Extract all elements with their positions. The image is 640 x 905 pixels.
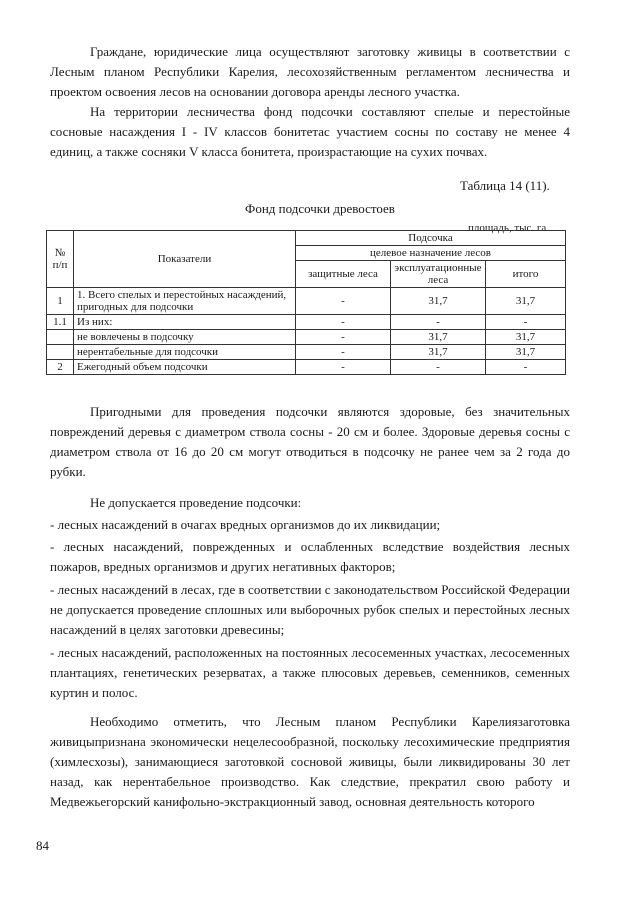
row-total: 31,7 (486, 288, 566, 315)
header-num: № п/п (47, 231, 74, 288)
row-label: не вовлечены в подсочку (74, 330, 296, 345)
row-label: Из них: (74, 315, 296, 330)
row-total: 31,7 (486, 330, 566, 345)
paragraph-conclusion: Необходимо отметить, что Лесным планом Республики Карелиязаготовка живицыпризнана экономически нецелесообразной, поскольку лесохимические предприятия (химлесхозы), занимающиеся заготовкой сосновой живицы, были ликвидированы 30 лет назад, как нерентабельное производство. Как следствие, прекратил свою работу и Медвежьегорский канифольно-экстракционный завод, основная деятельность которого (50, 714, 570, 809)
table-units: площадь, тыс. га (468, 222, 547, 234)
paragraph-fund: На территории лесничества фонд подсочки составляют спелые и перестойные сосновые насаждения I - IV классов бонитетас участием сосны по составу не менее 4 единиц, а также сосняки V класса бонитета, произрастающие на сухих почвах. (50, 104, 570, 159)
row-total: - (486, 360, 566, 375)
bullet-damaged: - лесных насаждений, поврежденных и ослабленных вследствие воздействия лесных пожаров, вредных организмов и других негативных факторов; (50, 539, 570, 574)
table-row (47, 345, 566, 360)
row-protective: - (296, 360, 391, 375)
table-ref: Таблица 14 (11). (460, 178, 550, 193)
header-podsochka: Подсочка (296, 231, 566, 246)
bullet-pests: - лесных насаждений в очагах вредных организмов до их ликвидации; (50, 517, 441, 532)
row-num (47, 345, 74, 360)
header-purpose: целевое назначение лесов (296, 246, 566, 261)
row-exploitation: - (391, 360, 486, 375)
podsochka-table (46, 230, 566, 375)
row-num: 1 (47, 288, 74, 315)
row-protective: - (296, 288, 391, 315)
row-protective: - (296, 315, 391, 330)
header-protective: защитные леса (296, 261, 391, 288)
row-num: 1.1 (47, 315, 74, 330)
row-num (47, 330, 74, 345)
table-title: Фонд подсочки древостоев (245, 201, 395, 216)
row-exploitation: 31,7 (391, 288, 486, 315)
row-total: 31,7 (486, 345, 566, 360)
row-label: Ежегодный объем подсочки (74, 360, 296, 375)
row-exploitation: - (391, 315, 486, 330)
header-exploitation: эксплуатационные леса (391, 261, 486, 288)
paragraph-prohibited: Не допускается проведение подсочки: (90, 495, 302, 510)
page-number: 84 (36, 838, 49, 853)
table-row (47, 315, 566, 330)
row-num: 2 (47, 360, 74, 375)
bullet-protected-forests: - лесных насаждений в лесах, где в соответствии с законодательством Российской Федерации не допускается проведение сплошных или выборочных рубок спелых и перестойных лесных насаждений в целях заготовки древесины; (50, 582, 570, 637)
row-exploitation: 31,7 (391, 330, 486, 345)
row-label: нерентабельные для подсочки (74, 345, 296, 360)
row-label: 1. Всего спелых и перестойных насаждений, пригодных для подсочки (74, 288, 296, 315)
paragraph-intro: Граждане, юридические лица осуществляют заготовку живицы в соответствии с Лесным планом Республики Карелия, лесохозяйственным регламентом лесничества и проектом освоения лесов на основании договора аренды лесного участка. (50, 44, 570, 99)
row-protective: - (296, 345, 391, 360)
header-indicators: Показатели (74, 231, 296, 288)
row-total: - (486, 315, 566, 330)
row-exploitation: 31,7 (391, 345, 486, 360)
paragraph-suitable: Пригодными для проведения подсочки являются здоровые, без значительных повреждений деревья с диаметром ствола сосны - 20 см и более. Здоровые деревья сосны с диаметром ствола от 16 до 20 см могут отводиться в подсочку не ранее чем за 2 года до рубки. (50, 404, 570, 479)
table-row (47, 288, 566, 315)
row-protective: - (296, 330, 391, 345)
bullet-seed-plots: - лесных насаждений, расположенных на постоянных лесосеменных участках, лесосеменных плантациях, генетических резерватах, а также плюсовых деревьев, семенников, семенных куртин и полос. (50, 645, 570, 700)
table-row (47, 330, 566, 345)
table-row (47, 360, 566, 375)
header-total: итого (486, 261, 566, 288)
